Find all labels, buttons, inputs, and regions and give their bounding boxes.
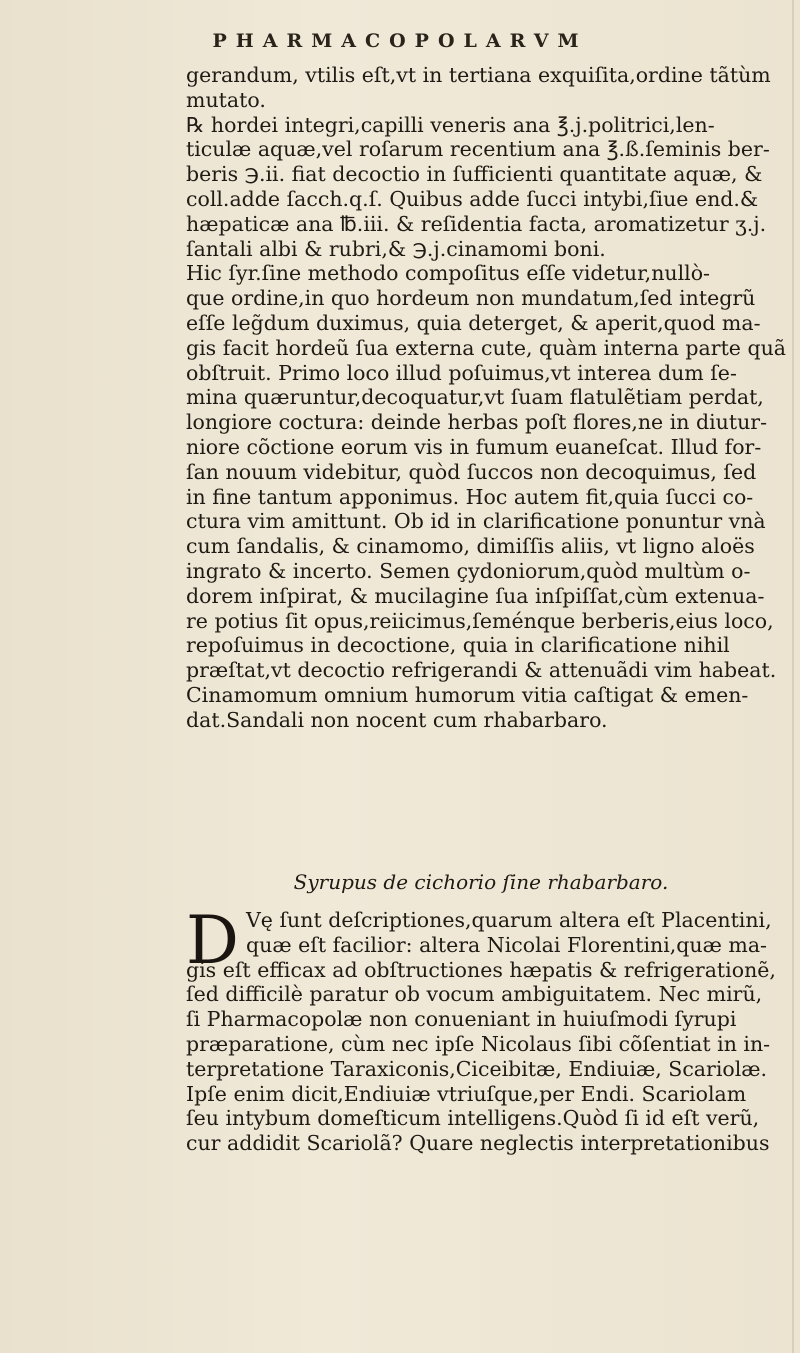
text-line: dat.Sandali non nocent cum rhabarbaro. (186, 707, 608, 732)
text-line: que ordine,in quo hordeum non mundatum,ſed integrũ (186, 286, 756, 311)
text-line: ſed difficilè paratur ob vocum ambiguitatem. Nec mirũ, (186, 982, 763, 1007)
text-line: hæpaticæ ana ℔.iii. & reſidentia facta, aromatizetur ʒ.j. (186, 211, 767, 236)
text-line: gis facit hordeũ ſua externa cute, quàm interna parte quã (186, 335, 787, 360)
text-line: gis eſt efficax ad obſtructiones hæpatis & refrigerationẽ, (186, 957, 776, 982)
text-line: ticulæ aquæ,vel roſarum recentium ana ℥.ß.ſeminis ber- (186, 137, 770, 162)
text-line: dorem inſpirat, & mucilagine ſua inſpiſſat,cùm extenua- (186, 583, 765, 608)
text-line: beris ℈.ii. fiat decoctio in ſufficienti quantitate aquæ, & (186, 162, 763, 187)
drop-cap-initial: D (186, 902, 239, 979)
text-line: præparatione, cùm nec ipſe Nicolaus ſibi cõſentiat in in- (186, 1031, 771, 1056)
text-line: niore cõctione eorum vis in fumum euaneſcat. Illud for- (186, 434, 762, 459)
running-head: PHARMACOPOLARVM (212, 30, 588, 52)
text-line: cur addidit Scariolã? Quare neglectis interpretationibus (186, 1131, 770, 1156)
text-line: re potius ſit opus,reiicimus,ſeménque berberis,eius loco, (186, 608, 774, 633)
text-line: quæ eſt facilior: altera Nicolai Florentini,quæ ma- (246, 932, 767, 957)
text-line: repoſuimus in decoctione, quia in clarificatione nihil (186, 633, 730, 658)
text-line: in fine tantum apponimus. Hoc autem fit,quia ſucci co- (186, 484, 754, 509)
body-text-block-1 (186, 63, 787, 733)
text-line: Vę ſunt deſcriptiones,quarum altera eſt Placentini, (246, 908, 772, 932)
text-line: ctura vim amittunt. Ob id in clarificatione ponuntur vnà (186, 509, 766, 534)
text-line: mina quæruntur,decoquatur,vt ſuam flatulẽtiam perdat, (186, 385, 764, 410)
text-line: ingrato & incerto. Semen çydoniorum,quòd multùm o- (186, 558, 751, 583)
body-text-block-2 (186, 902, 776, 1156)
text-line: coll.adde ſacch.q.ſ. Quibus adde ſucci intybi,ſiue end.& (186, 186, 759, 211)
text-line: ſantali albi & rubri,& ℈.j.cinamomi boni. (186, 236, 606, 261)
text-line: præſtat,vt decoctio refrigerandi & attenuãdi vim habeat. (186, 658, 777, 683)
text-line: gerandum, vtilis eſt,vt in tertiana exquiſita,ordine tãtùm (186, 63, 771, 87)
section-heading: Syrupus de cichorio ſine rhabarbaro. (293, 870, 669, 894)
text-line: ſan nouum videbitur, quòd ſuccos non decoquimus, ſed (186, 459, 757, 484)
text-line: longiore coctura: deinde herbas poſt flores,ne in diutur- (186, 410, 768, 435)
text-line: Cinamomum omnium humorum vitia caſtigat & emen- (186, 682, 749, 707)
text-line: terpretatione Taraxiconis,Ciceibitæ, Endiuiæ, Scariolæ. (186, 1056, 768, 1081)
text-line: obſtruit. Primo loco illud poſuimus,vt interea dum ſe- (186, 360, 737, 385)
page-edge (792, 0, 794, 1353)
text-line: Hic ſyr.ſine methodo compoſitus eſſe videtur,nullò- (186, 261, 710, 286)
text-line: ſi Pharmacopolæ non conueniant in huiuſmodi ſyrupi (186, 1007, 737, 1032)
text-line: eſſe leg̃dum duximus, quia deterget, & aperit,quod ma- (186, 310, 761, 335)
text-line: cum ſandalis, & cinamomo, dimiſſis aliis, vt ligno aloës (186, 534, 755, 559)
text-line: mutato. (186, 87, 266, 112)
text-line: ℞ hordei integri,capilli veneris ana ℥.j.politrici,len- (186, 112, 715, 137)
text-line: Ipſe enim dicit,Endiuiæ vtriuſque,per Endi. Scariolam (186, 1081, 747, 1106)
text-line: ſeu intybum domeſticum intelligens.Quòd ſi id eſt verũ, (186, 1106, 760, 1131)
